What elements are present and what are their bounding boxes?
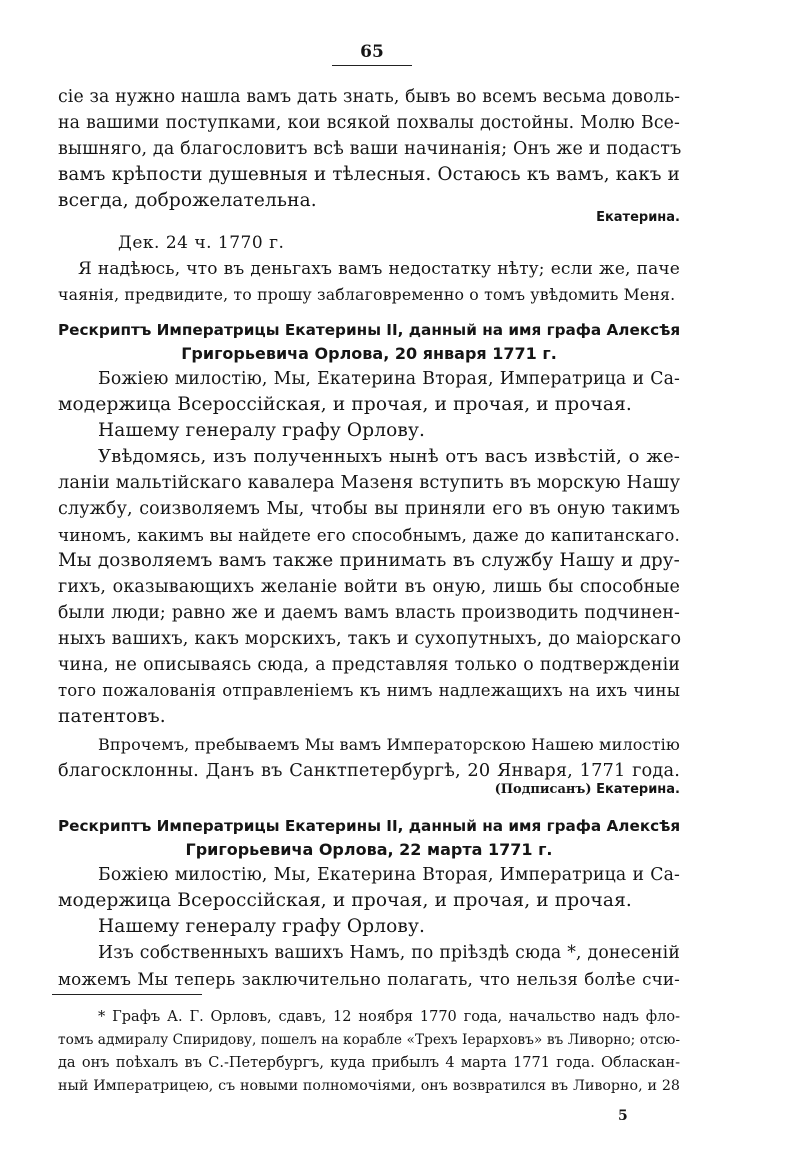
signed-name: Екатерина. [596, 782, 680, 797]
text-line: ланіи мальтійскаго кавалера Мазеня вступить въ морскую Нашу [58, 473, 681, 493]
sheet-signature: 5 [618, 1108, 628, 1124]
text-line: гихъ, оказывающихъ желаніе войти въ оную, лишь бы способные [58, 577, 680, 597]
text-line: модержица Всероссійская, и прочая, и прочая, и прочая. [58, 394, 632, 415]
text-line: службу, соизволяемъ Мы, чтобы вы приняли его въ оную такимъ [58, 499, 680, 519]
footnote-line: томъ адмиралу Спиридову, пошелъ на корабле «Трехъ Іерарховъ» въ Ливорно; отсю- [58, 1032, 680, 1048]
text-line: Увѣдомясь, изъ полученныхъ нынѣ отъ васъ извѣстій, о же- [98, 446, 680, 467]
text-line: вышняго, да благословитъ всѣ ваши начинанія; Онъ же и подастъ [58, 139, 682, 159]
text-line: Нашему генералу графу Орлову. [98, 420, 426, 441]
rescript-heading: Григорьевича Орлова, 20 января 1771 г. [181, 344, 557, 363]
text-line: того пожалованія отправленіемъ къ нимъ надлежащихъ на ихъ чины [58, 681, 680, 700]
text-line: на вашими поступками, кои всякой похвалы достойны. Молю Все- [58, 113, 680, 133]
postscript-line: Я надѣюсь, что въ деньгахъ вамъ недостатку нѣту; если же, паче [78, 259, 680, 279]
signed-label: (Подписанъ) [494, 782, 592, 797]
footnote-line: да онъ поѣхалъ въ С.-Петербургъ, куда прибылъ 4 марта 1771 года. Обласкан- [58, 1055, 680, 1071]
text-line: Впрочемъ, пребываемъ Мы вамъ Императорскою Нашею милостію [98, 735, 680, 754]
rescript-heading: Рескриптъ Императрицы Екатерины II, данный на имя графа Алексѣя [58, 321, 681, 339]
text-line: Божіею милостію, Мы, Екатерина Вторая, Императрица и Са- [98, 369, 680, 389]
text-line: ныхъ вашихъ, какъ морскихъ, такъ и сухопутныхъ, до маіорскаго [58, 629, 682, 649]
footnote-rule [52, 994, 202, 995]
text-line: сіе за нужно нашла вамъ дать знать, бывъ во всемъ весьма доволь- [58, 87, 681, 107]
text-line: всегда, доброжелательна. [58, 190, 317, 211]
footnote-line: * Графъ А. Г. Орловъ, сдавъ, 12 ноября 1770 года, начальство надъ фло- [98, 1009, 680, 1025]
rescript-heading: Григорьевича Орлова, 22 марта 1771 г. [185, 840, 553, 859]
rescript-heading: Рескриптъ Императрицы Екатерины II, данный на имя графа Алексѣя [58, 817, 681, 835]
text-line: были люди; равно же и даемъ вамъ власть производить подчинен- [58, 603, 680, 623]
text-line: Божіею милостію, Мы, Екатерина Вторая, Императрица и Са- [98, 865, 680, 885]
text-line: Изъ собственныхъ вашихъ Намъ, по пріѣздѣ сюда *, донесеній [98, 943, 680, 963]
text-line: патентовъ. [58, 706, 166, 727]
text-line: чиномъ, какимъ вы найдете его способнымъ, даже до капитанскаго. [58, 525, 680, 545]
text-line: вамъ крѣпости душевныя и тѣлесныя. Остаюсь къ вамъ, какъ и [58, 164, 680, 185]
text-line: Нашему генералу графу Орлову. [98, 916, 426, 937]
postscript-line: чаянія, предвидите, то прошу заблаговременно о томъ увѣдомить Меня. [58, 285, 676, 304]
page-number-rule [332, 65, 412, 66]
footnote-line: ный Императрицею, съ новыми полномочіями, онъ возвратился въ Ливорно, и 28 [58, 1078, 680, 1094]
page-number: 65 [360, 42, 384, 62]
text-line: Мы дозволяемъ вамъ также принимать въ службу Нашу и дру- [58, 550, 680, 571]
signature [495, 780, 680, 800]
text-line: благосклонны. Данъ въ Санктпетербургѣ, 20 Января, 1771 года. [58, 761, 680, 781]
text-line: чина, не описываясь сюда, а представляя только о подтвержденіи [58, 655, 680, 675]
text-line: можемъ Мы теперь заключительно полагать, что нельзя болѣе счи- [58, 969, 680, 989]
signature: Екатерина. [596, 210, 680, 225]
text-line: модержица Всероссійская, и прочая, и прочая, и прочая. [58, 890, 632, 911]
letter-date: Дек. 24 ч. 1770 г. [118, 233, 285, 253]
